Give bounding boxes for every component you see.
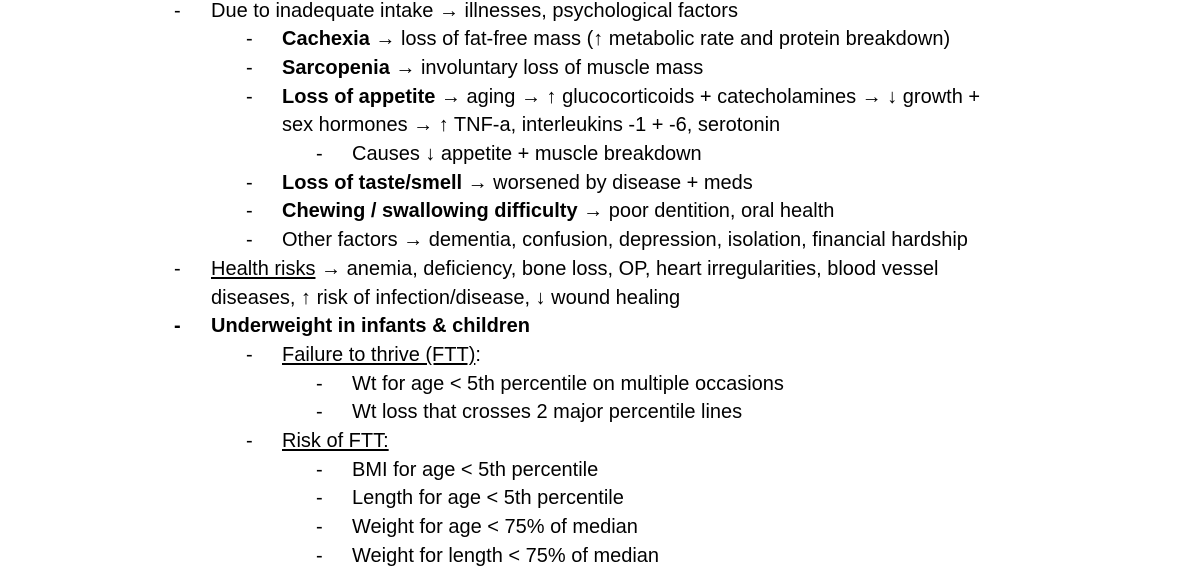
bullet-dash: -: [174, 257, 181, 280]
outline-item-level-3: [352, 140, 702, 169]
outline-item-level-1: [211, 312, 530, 341]
item-text: Other factors → dementia, confusion, depression, isolation, financial hardship: [282, 229, 968, 252]
bullet-dash: -: [246, 28, 253, 51]
bullet-dash: -: [246, 229, 253, 252]
bold-term: Underweight in infants & children: [211, 315, 530, 338]
outline-item-level-3: [352, 456, 598, 485]
outline-item-level-3: [352, 370, 784, 399]
bold-term: Loss of taste/smell: [282, 171, 463, 194]
outline-item-level-2: [282, 169, 753, 198]
item-text: sex hormones → ↑ TNF-a, interleukins -1 + -6, serotonin: [282, 114, 781, 137]
item-text: Weight for age < 75% of median: [352, 516, 638, 539]
bullet-dash: -: [316, 372, 323, 395]
outline-item-level-1: [211, 255, 938, 284]
bullet-dash: -: [246, 430, 253, 452]
outline-item-level-2: [282, 25, 950, 54]
outline-item-level-1: [211, 0, 738, 25]
outline-item-level-2: [282, 83, 980, 112]
item-text: → poor dentition, oral health: [577, 200, 835, 223]
outline-item-level-3: [352, 484, 624, 513]
outline-item-level-2: [282, 226, 968, 255]
item-text: Weight for length < 75% of median: [352, 544, 660, 567]
outline-item-level-2: [282, 54, 703, 83]
bold-term: Loss of appetite: [282, 85, 436, 108]
item-text: → worsened by disease + meds: [462, 171, 753, 194]
outline-item-level-3: [352, 542, 659, 571]
outline-item-level-2: [282, 111, 780, 140]
bullet-dash: -: [246, 343, 253, 366]
bullet-dash: -: [246, 171, 253, 194]
bold-term: Chewing / swallowing difficulty: [282, 200, 578, 223]
underlined-heading: Risk of FTT:: [282, 430, 389, 452]
bullet-dash: -: [316, 516, 323, 539]
outline-item-level-3: [352, 398, 742, 427]
outline-item-level-2: [282, 197, 834, 226]
bullet-dash: -: [316, 143, 323, 165]
bold-term: Sarcopenia: [282, 56, 390, 79]
item-text: → anemia, deficiency, bone loss, OP, heart irregularities, blood vessel: [315, 257, 939, 280]
item-text: diseases, ↑ risk of infection/disease, ↓ wound healing: [211, 286, 681, 309]
bullet-dash: -: [174, 0, 181, 22]
item-text: Length for age < 5th percentile: [352, 487, 624, 510]
outline-item-level-3: [352, 513, 638, 542]
bullet-dash: -: [316, 487, 323, 510]
bullet-dash: -: [246, 85, 253, 108]
underlined-heading: Failure to thrive (FTT): [282, 343, 476, 366]
outline-item-level-1: [211, 284, 680, 313]
item-text: → involuntary loss of muscle mass: [389, 56, 704, 79]
outline-item-level-2: [282, 427, 389, 456]
item-text: BMI for age < 5th percentile: [352, 458, 599, 481]
item-text: :: [475, 343, 481, 366]
item-text: Due to inadequate intake → illnesses, psychological factors: [211, 0, 738, 22]
bullet-dash: -: [246, 200, 253, 223]
outline-item-level-2: [282, 341, 481, 370]
item-text: → loss of fat-free mass (↑ metabolic rate and protein breakdown): [369, 28, 951, 51]
bullet-dash: -: [316, 544, 323, 567]
bullet-dash: -: [174, 315, 181, 338]
underlined-heading: Health risks: [211, 257, 316, 280]
item-text: Causes ↓ appetite + muscle breakdown: [352, 143, 702, 165]
item-text: Wt loss that crosses 2 major percentile lines: [352, 401, 743, 424]
item-text: Wt for age < 5th percentile on multiple occasions: [352, 372, 784, 395]
item-text: → aging → ↑ glucocorticoids + catecholamines → ↓ growth +: [435, 85, 981, 108]
bullet-dash: -: [246, 56, 253, 79]
bold-term: Cachexia: [282, 28, 370, 51]
bullet-dash: -: [316, 401, 323, 424]
bullet-dash: -: [316, 458, 323, 481]
